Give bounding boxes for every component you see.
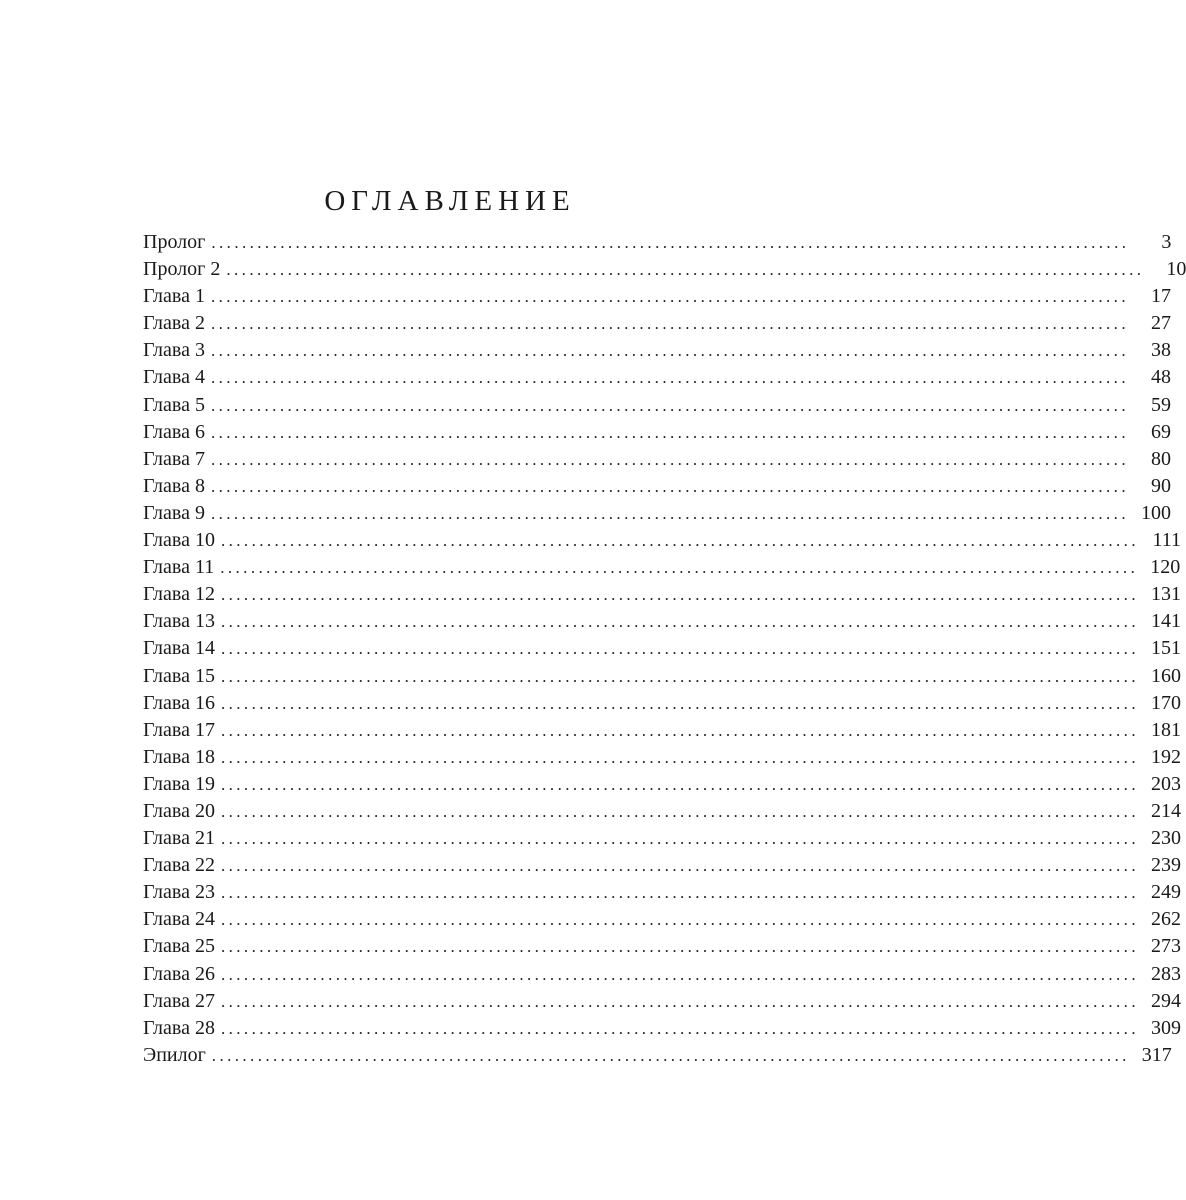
dot-leader: ........................................................................................................................: [210, 368, 1129, 388]
toc-entry-page: 120: [1150, 556, 1181, 579]
toc-entry[interactable]: [143, 283, 1171, 310]
toc-entry-label: Глава 1: [143, 285, 205, 308]
toc-entry-label: Глава 14: [143, 637, 215, 660]
toc-entry[interactable]: [143, 581, 1181, 608]
dot-leader: ........................................................................................................................: [220, 937, 1139, 957]
toc-entry[interactable]: [143, 229, 1172, 256]
toc-entry[interactable]: [143, 500, 1171, 527]
dot-leader: ........................................................................................................................: [210, 395, 1129, 415]
toc-entry[interactable]: [143, 419, 1171, 446]
toc-entry[interactable]: [143, 527, 1181, 554]
toc-entry[interactable]: [143, 256, 1186, 283]
dot-leader: ........................................................................................................................: [220, 612, 1139, 632]
dot-leader: ........................................................................................................................: [220, 720, 1139, 740]
toc-entry[interactable]: [143, 988, 1181, 1015]
dot-leader: ........................................................................................................................: [220, 801, 1139, 821]
toc-entry-label: Глава 27: [143, 989, 215, 1012]
dot-leader: ........................................................................................................................: [220, 883, 1139, 903]
toc-entry-page: 111: [1152, 529, 1181, 552]
toc-entry-page: 294: [1150, 989, 1181, 1012]
toc-entry[interactable]: [143, 1015, 1181, 1042]
toc-entry-label: Глава 12: [143, 583, 215, 606]
toc-entry-label: Глава 24: [143, 908, 215, 931]
toc-entry[interactable]: [143, 879, 1181, 906]
dot-leader: ........................................................................................................................: [226, 260, 1145, 280]
toc-entry-page: 317: [1141, 1043, 1172, 1066]
toc-entry-label: Эпилог: [143, 1043, 206, 1066]
toc-entry-page: 230: [1150, 827, 1181, 850]
toc-entry-page: 273: [1150, 935, 1181, 958]
dot-leader: ........................................................................................................................: [210, 476, 1129, 496]
toc-entry[interactable]: [143, 337, 1171, 364]
toc-entry[interactable]: [143, 663, 1181, 690]
toc-entry-page: 10: [1166, 258, 1186, 281]
dot-leader: ........................................................................................................................: [220, 639, 1139, 659]
toc-entry-label: Глава 11: [143, 556, 215, 579]
toc-entry[interactable]: [143, 852, 1181, 879]
toc-entry[interactable]: [143, 717, 1181, 744]
toc-entry[interactable]: [143, 798, 1181, 825]
dot-leader: ........................................................................................................................: [210, 314, 1129, 334]
toc-entry[interactable]: [143, 364, 1171, 391]
dot-leader: ........................................................................................................................: [210, 422, 1129, 442]
toc-entry[interactable]: [143, 608, 1181, 635]
page-title: ОГЛАВЛЕНИЕ: [324, 185, 576, 218]
toc-entry[interactable]: [143, 690, 1181, 717]
dot-leader: ........................................................................................................................: [220, 558, 1139, 578]
dot-leader: ........................................................................................................................: [220, 774, 1139, 794]
toc-entry-page: 3: [1161, 231, 1172, 253]
dot-leader: ........................................................................................................................: [210, 341, 1129, 361]
dot-leader: ........................................................................................................................: [220, 829, 1139, 849]
toc-entry-page: 17: [1150, 285, 1171, 308]
toc-entry-label: Глава 23: [143, 881, 215, 904]
toc-entry[interactable]: [143, 825, 1181, 852]
toc-entry-label: Глава 16: [143, 691, 215, 714]
toc-entry-page: 309: [1150, 1016, 1181, 1039]
dot-leader: ........................................................................................................................: [220, 964, 1139, 984]
toc-entry[interactable]: [143, 906, 1181, 933]
toc-entry[interactable]: [143, 744, 1181, 771]
dot-leader: ........................................................................................................................: [220, 693, 1139, 713]
toc-entry-label: Глава 13: [143, 610, 215, 633]
dot-leader: ........................................................................................................................: [211, 1045, 1130, 1065]
toc-entry[interactable]: [143, 392, 1171, 419]
toc-entry-page: 160: [1150, 664, 1181, 687]
dot-leader: ........................................................................................................................: [220, 531, 1139, 551]
toc-entry-label: Глава 2: [143, 312, 205, 335]
toc-entry-page: 100: [1140, 501, 1171, 524]
toc-entry-label: Глава 5: [143, 393, 205, 416]
toc-entry-page: 90: [1150, 474, 1171, 497]
dot-leader: ........................................................................................................................: [220, 991, 1139, 1011]
toc-entry-page: 181: [1150, 718, 1181, 741]
dot-leader: ........................................................................................................................: [220, 585, 1139, 605]
toc-entry[interactable]: [143, 961, 1181, 988]
toc-entry-label: Глава 8: [143, 474, 205, 497]
toc-entry[interactable]: [143, 635, 1181, 662]
toc-entry-page: 203: [1150, 772, 1181, 795]
toc-entry-page: 249: [1150, 881, 1181, 904]
dot-leader: ........................................................................................................................: [220, 666, 1139, 686]
table-of-contents: [143, 229, 1186, 1069]
toc-entry-label: Глава 4: [143, 366, 205, 389]
dot-leader: ........................................................................................................................: [210, 503, 1129, 523]
toc-entry-label: Глава 19: [143, 772, 215, 795]
toc-entry-label: Глава 7: [143, 447, 205, 470]
toc-entry-page: 59: [1150, 393, 1171, 416]
toc-entry[interactable]: [143, 473, 1171, 500]
dot-leader: ........................................................................................................................: [220, 856, 1139, 876]
toc-entry[interactable]: [143, 554, 1181, 581]
toc-entry-page: 283: [1150, 962, 1181, 985]
toc-entry-page: 48: [1150, 366, 1171, 389]
toc-entry-label: Глава 3: [143, 339, 205, 362]
toc-entry-page: 27: [1150, 312, 1171, 335]
toc-entry[interactable]: [143, 933, 1181, 960]
toc-entry-page: 38: [1150, 339, 1171, 362]
toc-entry-label: Глава 18: [143, 745, 215, 768]
dot-leader: ........................................................................................................................: [220, 910, 1139, 930]
dot-leader: ........................................................................................................................: [210, 449, 1129, 469]
toc-entry-label: Глава 25: [143, 935, 215, 958]
toc-entry-label: Глава 22: [143, 854, 215, 877]
dot-leader: ........................................................................................................................: [220, 747, 1139, 767]
toc-entry-page: 141: [1150, 610, 1181, 633]
toc-entry-page: 131: [1150, 583, 1181, 606]
toc-entry-page: 239: [1150, 854, 1181, 877]
toc-entry-page: 151: [1150, 637, 1181, 660]
toc-entry-page: 80: [1150, 447, 1171, 470]
toc-entry-label: Глава 21: [143, 827, 215, 850]
toc-entry[interactable]: [143, 310, 1171, 337]
dot-leader: ........................................................................................................................: [220, 1018, 1139, 1038]
toc-entry-label: Глава 26: [143, 962, 215, 985]
toc-entry-page: 170: [1150, 691, 1181, 714]
toc-entry[interactable]: [143, 771, 1181, 798]
toc-entry-label: Глава 9: [143, 501, 205, 524]
toc-entry-label: Глава 28: [143, 1016, 215, 1039]
toc-entry-label: Глава 17: [143, 718, 215, 741]
toc-entry[interactable]: [143, 1042, 1172, 1069]
toc-entry[interactable]: [143, 446, 1171, 473]
toc-entry-page: 214: [1150, 799, 1181, 822]
toc-entry-page: 69: [1150, 420, 1171, 443]
toc-entry-page: 262: [1150, 908, 1181, 931]
dot-leader: ........................................................................................................................: [210, 287, 1129, 307]
dot-leader: ........................................................................................................................: [211, 233, 1130, 252]
toc-entry-label: Глава 10: [143, 529, 215, 552]
toc-entry-label: Пролог 2: [143, 258, 221, 281]
toc-entry-label: Глава 6: [143, 420, 205, 443]
toc-entry-label: Глава 20: [143, 799, 215, 822]
toc-entry-label: Пролог: [143, 231, 206, 253]
toc-entry-label: Глава 15: [143, 664, 215, 687]
toc-entry-page: 192: [1150, 745, 1181, 768]
